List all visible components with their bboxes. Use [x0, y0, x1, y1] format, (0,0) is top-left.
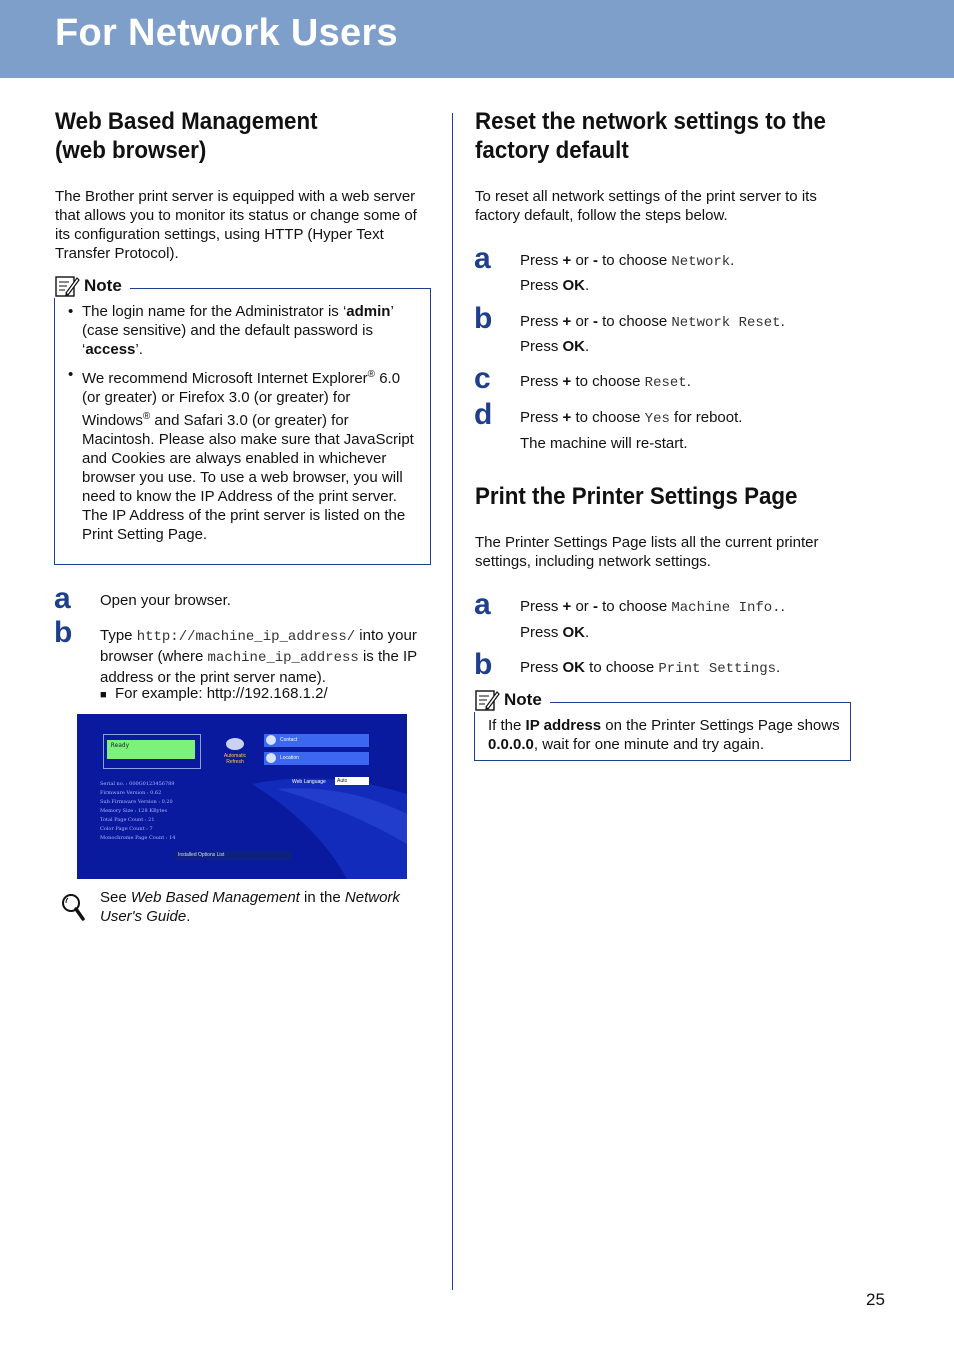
installed-options-bar: Installed Options List: [175, 851, 292, 860]
reset-step-a-line-1: Press + or - to choose Network.: [520, 252, 735, 270]
print-settings-intro: The Printer Settings Page lists all the current printer settings, including network settings.: [475, 534, 819, 570]
contact-icon: [266, 735, 276, 745]
info-line: Serial no. : 000G0123456789: [100, 781, 175, 787]
info-line: Sub Firmware Version : 0.20: [100, 799, 173, 805]
location-icon: [266, 753, 276, 763]
step-b-text: Type http://machine_ip_address/ into your browser (where machine_ip_address is the IP address or the print server name).: [100, 627, 417, 686]
reset-step-b-line-1: Press + or - to choose Network Reset.: [520, 313, 785, 331]
section-title-line-2: factory default: [475, 137, 629, 164]
url-code: http://machine_ip_address/: [136, 629, 356, 645]
step-letter-b: b: [474, 648, 493, 681]
note-list: [68, 302, 416, 550]
reset-step-b-line-2: Press OK.: [520, 338, 590, 355]
step-letter-a: a: [474, 242, 491, 275]
step-letter-b: b: [54, 616, 73, 649]
step-letter-a: a: [474, 588, 491, 621]
section-title-line-1: Reset the network settings to the: [475, 108, 826, 135]
note-pencil-icon: [474, 688, 500, 712]
reset-step-d-line-1: Press + to choose Yes for reboot.: [520, 409, 743, 427]
reset-step-d-line-2: The machine will re-start.: [520, 435, 688, 452]
section-title-line-2: (web browser): [55, 137, 207, 164]
print-step-a-line-2: Press OK.: [520, 624, 590, 641]
column-divider: [452, 113, 453, 1290]
web-language-label: Web Language: [292, 779, 326, 785]
location-button: Location: [264, 752, 369, 765]
note-item-login: • The login name for the Administrator is ‘admin’ (case sensitive) and the default password is ‘access’.: [68, 302, 416, 359]
reset-step-a-line-2: Press OK.: [520, 277, 590, 294]
section-title-web-management: [55, 107, 318, 165]
info-line: Color Page Count : 7: [100, 826, 153, 832]
section-title-reset: [475, 107, 826, 165]
step-letter-d: d: [474, 398, 493, 431]
lcd-frame: [103, 734, 201, 769]
section-title-line-1: Web Based Management: [55, 108, 318, 135]
print-note-text: If the IP address on the Printer Settings Page shows 0.0.0.0, wait for one minute and try again.: [488, 717, 840, 753]
note-item-browser: • We recommend Microsoft Internet Explorer® 6.0 (or greater) or Firefox 3.0 (or greater) for Windows® and Safari 3.0 (or greater) for Macintosh. Please also make sure that JavaScript and Cookies are always enabled in whichever browser you use. To use a web browser, you will need to know the IP Address of the print server. The IP Address of the print server is listed on the Print Setting Page.: [68, 365, 416, 544]
note-label: Note: [84, 276, 122, 295]
reference-text: See Web Based Management in the Network User's Guide.: [100, 889, 400, 925]
note-header: [54, 274, 130, 298]
section-title-print-settings: Print the Printer Settings Page: [475, 483, 798, 510]
refresh-label: Automatic Refresh: [223, 753, 247, 765]
refresh-icon: [226, 738, 244, 750]
page-number: 25: [866, 1290, 885, 1309]
info-line: Memory Size : 128 KBytes: [100, 808, 168, 814]
web-management-intro: The Brother print server is equipped with a web server that allows you to monitor its status or change some of its configuration settings, using HTTP (Hyper Text Transfer Protocol).: [55, 188, 417, 262]
note-header: [474, 688, 550, 712]
magnifier-reference-icon: [60, 892, 86, 922]
info-line: Total Page Count : 21: [100, 817, 155, 823]
print-step-a-line-1: Press + or - to choose Machine Info..: [520, 598, 785, 616]
device-info-list: [100, 780, 175, 843]
reset-step-c-line-1: Press + to choose Reset.: [520, 373, 691, 391]
print-step-b-line-1: Press OK to choose Print Settings.: [520, 659, 781, 677]
info-line: Monochrome Page Count : 14: [100, 835, 176, 841]
step-letter-b: b: [474, 302, 493, 335]
web-language-select: Auto: [335, 777, 369, 785]
note-label: Note: [504, 690, 542, 709]
info-line: Firmware Version : 0.62: [100, 790, 162, 796]
step-b-example: ■ For example: http://192.168.1.2/: [100, 685, 328, 702]
page-title: For Network Users: [55, 12, 398, 54]
step-letter-a: a: [54, 582, 71, 615]
step-letter-c: c: [474, 362, 491, 395]
note-pencil-icon: [54, 274, 80, 298]
lcd-display: Ready: [107, 740, 195, 759]
step-a-text: Open your browser.: [100, 592, 231, 609]
contact-button: Contact: [264, 734, 369, 747]
ip-code: machine_ip_address: [207, 650, 359, 666]
reset-intro: To reset all network settings of the print server to its factory default, follow the steps below.: [475, 188, 817, 224]
